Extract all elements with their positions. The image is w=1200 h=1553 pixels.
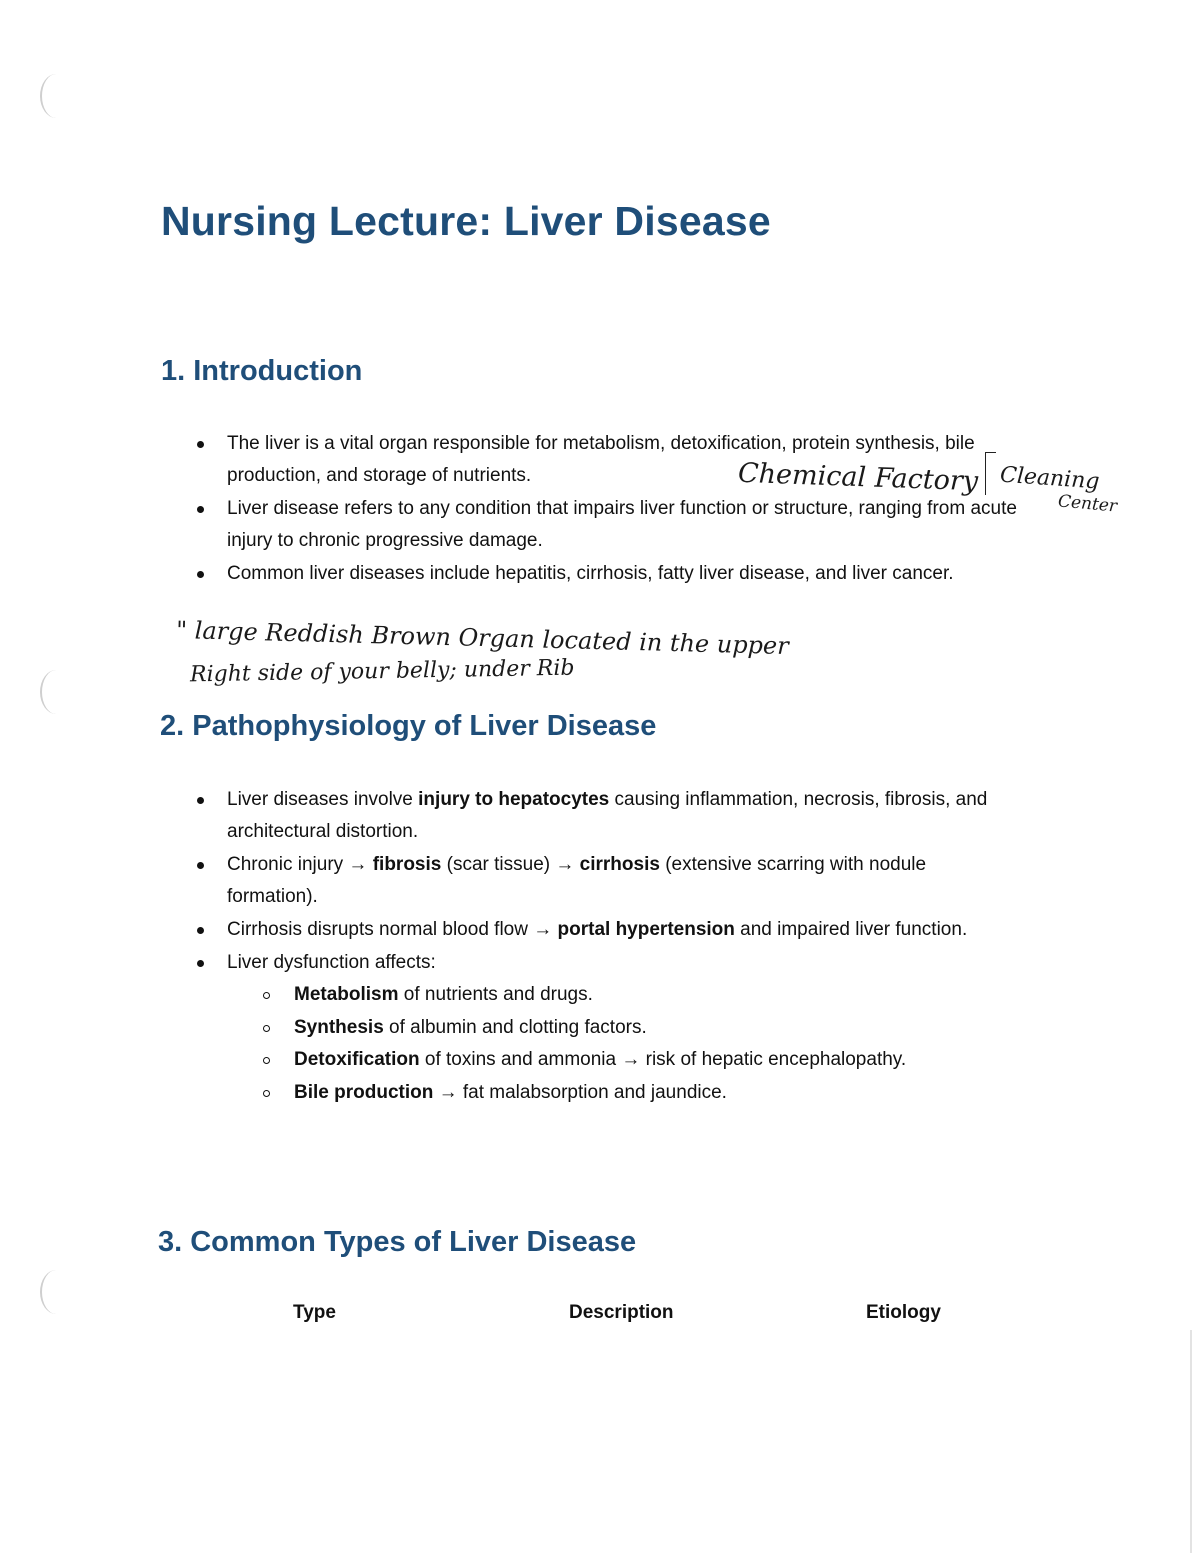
bullet-item <box>192 849 1022 913</box>
text-segment: Chronic injury → <box>227 854 373 875</box>
table-header-description: Description <box>569 1302 674 1323</box>
text-segment: → fat malabsorption and jaundice. <box>433 1081 727 1103</box>
bullet-item <box>192 947 1022 1109</box>
handwritten-note-chemical-factory: Chemical Factory <box>737 457 979 498</box>
bullet-item <box>192 558 1022 590</box>
bold-term: injury to hepatocytes <box>418 789 610 810</box>
page-title: Nursing Lecture: Liver Disease <box>161 198 771 244</box>
text-segment: Common liver diseases include hepatitis, cirrhosis, fatty liver disease, and liver cancer. <box>227 563 954 584</box>
text-segment: Liver disease refers to any condition that impairs liver function or structure, ranging from acute injury to chronic progressive damage. <box>227 498 1017 551</box>
scan-edge <box>1190 1330 1192 1553</box>
handwritten-note-organ-line-1: " large Reddish Brown Organ located in the upper <box>175 615 790 661</box>
bold-term: portal hypertension <box>557 919 735 940</box>
sub-bullet-item <box>227 979 1022 1012</box>
section-heading-introduction: 1. Introduction <box>161 355 363 387</box>
text-segment: The liver is a vital organ responsible for metabolism, detoxification, protein synthesis, bile production, and storage of nutrients. <box>227 433 975 486</box>
bold-term: cirrhosis <box>579 854 660 875</box>
text-segment: causing inflammation, necrosis, fibrosis, and architectural distortion. <box>227 789 988 842</box>
text-segment: (extensive scarring with nodule formation). <box>227 854 927 907</box>
bold-term: Bile production <box>294 1081 434 1103</box>
handwritten-note-cleaning: Cleaning <box>999 462 1101 495</box>
text-segment: of albumin and clotting factors. <box>383 1016 647 1038</box>
introduction-list <box>192 428 1022 591</box>
text-segment: of toxins and ammonia → risk of hepatic encephalopathy. <box>419 1049 907 1070</box>
table-header-etiology: Etiology <box>866 1302 941 1323</box>
text-segment: of nutrients and drugs. <box>398 984 593 1005</box>
sub-bullet-item <box>227 1012 1022 1045</box>
sub-list <box>227 979 1022 1109</box>
bullet-item <box>192 493 1022 557</box>
text-segment: Liver dysfunction affects: <box>227 952 436 973</box>
punch-hole-bottom <box>40 1270 72 1314</box>
text-segment: Cirrhosis disrupts normal blood flow → <box>227 919 558 940</box>
bullet-item <box>192 784 1022 848</box>
bold-term: fibrosis <box>372 854 442 875</box>
section-heading-pathophysiology: 2. Pathophysiology of Liver Disease <box>160 710 657 742</box>
handwritten-note-organ-line-2: Right side of your belly; under Rib <box>189 655 575 688</box>
bullet-item <box>192 914 1022 946</box>
bold-term: Metabolism <box>294 984 399 1005</box>
sub-bullet-item <box>227 1044 1022 1077</box>
text-segment: (scar tissue) → <box>441 854 580 875</box>
section-heading-common-types: 3. Common Types of Liver Disease <box>158 1226 637 1258</box>
bold-term: Synthesis <box>294 1016 384 1038</box>
handwritten-note-center: Center <box>1057 491 1118 517</box>
sub-bullet-item <box>227 1077 1022 1110</box>
handwritten-bracket <box>985 452 996 495</box>
punch-hole-top <box>40 74 72 118</box>
text-segment: and impaired liver function. <box>734 919 968 940</box>
bold-term: Detoxification <box>294 1049 420 1070</box>
text-segment: Liver diseases involve <box>227 789 419 810</box>
pathophysiology-list <box>192 784 1022 1110</box>
table-header-type: Type <box>293 1302 336 1323</box>
punch-hole-middle <box>40 670 72 714</box>
